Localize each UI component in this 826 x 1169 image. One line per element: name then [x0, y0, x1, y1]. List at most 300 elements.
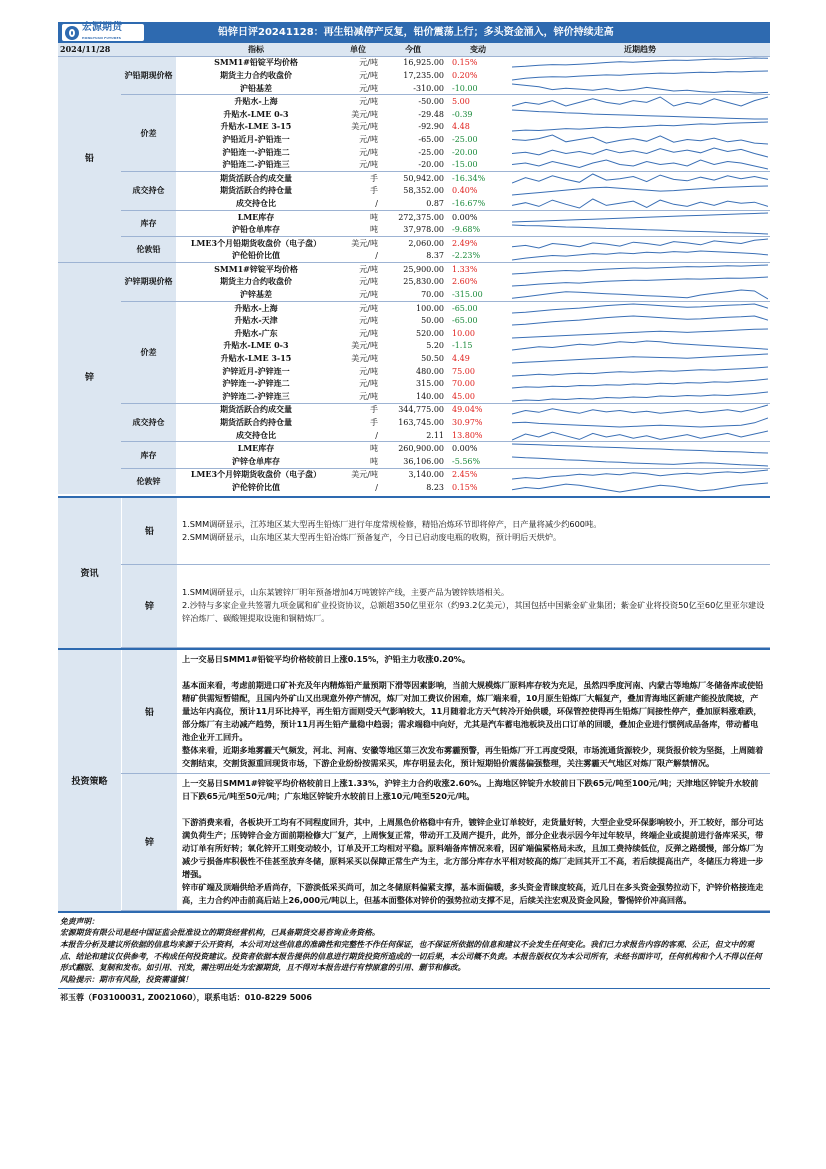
sparkline-line [512, 483, 768, 492]
unit-cell: 美元/吨 [351, 122, 378, 132]
indicator-name: LME3个月铅期货收盘价（电子盘） [176, 236, 336, 249]
change-cell: -15.00 [452, 160, 478, 170]
indicator-name: 升贴水-天津 [234, 315, 278, 326]
unit-cell: / [375, 430, 378, 440]
sparkline-line [512, 379, 768, 388]
trend-sparkline [510, 56, 770, 69]
trend-sparkline [510, 108, 770, 121]
trend-sparkline [510, 210, 770, 223]
indicator-name: 升贴水-上海 [176, 95, 336, 108]
sparkline-line [512, 367, 768, 376]
group-label: 伦敦锌 [121, 468, 176, 494]
change-cell: 2.60% [452, 277, 478, 287]
trend-sparkline [510, 327, 770, 340]
news-line: 1.SMM调研显示，山东某镀锌厂明年预备增加4万吨镀锌产线，主要产品为镀锌铁塔相关。 [182, 587, 510, 598]
trend-sparkline [510, 171, 770, 184]
indicator-name: 升贴水-LME 3-15 [220, 121, 292, 132]
unit-cell: / [375, 198, 378, 208]
strategy-paragraph: 上一交易日SMM1#铅锭平均价格较前日上涨0.15%，沪铅主力收涨0.20%。 [182, 653, 471, 664]
metal-category: 铅 [58, 56, 121, 263]
trend-sparkline [510, 314, 770, 327]
group-label: 库存 [121, 210, 176, 236]
sparkline-svg [512, 303, 768, 314]
change-cell: -25.00 [452, 134, 478, 144]
indicator-name: LME库存 [176, 210, 336, 223]
strategy-paragraph: 锌市矿端及顶端供给矛盾尚存，下游淡低采买尚可，加之冬储原料偏紧支撑，基本面偏暖，多头资金青睐度较高，近几日在多头资金强势拉动下，沪锌价格接连走高，主力合约冲击前高后站上26,000元/吨以上，但基本面整体对锌价的强势拉动支撑不足，后续关注宏观及资金风险，警惕锌价冲高回落。 [182, 881, 764, 905]
strategy-metal-label: 锌 [121, 774, 177, 910]
indicator-name: 升贴水-广东 [234, 327, 278, 338]
sparkline-svg [512, 340, 768, 351]
sparkline-line [512, 444, 768, 453]
indicator-name: 升贴水-LME 0-3 [223, 340, 289, 351]
sparkline-line [512, 122, 768, 131]
value-cell: 315.00 [416, 379, 444, 389]
sparkline-svg [512, 430, 768, 441]
table-row [58, 56, 770, 69]
value-cell: 2,060.00 [380, 236, 446, 249]
unit-cell: 元/吨 [359, 290, 378, 300]
change-cell: -9.68% [452, 225, 481, 235]
company-logo [62, 21, 144, 41]
value-cell: 480.00 [416, 366, 444, 376]
value-cell: 344,775.00 [380, 403, 446, 416]
table-body [58, 56, 770, 494]
report-page [58, 22, 770, 1006]
unit-cell: 元/吨 [359, 379, 378, 389]
unit-cell: 手 [336, 403, 380, 416]
unit-cell: 美元/吨 [336, 468, 380, 481]
trend-sparkline [510, 455, 770, 468]
metal-category: 锌 [58, 263, 121, 494]
indicator-name: 沪伦铅价比值 [232, 250, 280, 261]
trend-sparkline [510, 95, 770, 108]
table-row [58, 171, 770, 184]
news-body [121, 498, 770, 648]
trend-sparkline [510, 146, 770, 159]
change-cell: -65.00 [446, 301, 510, 314]
value-cell: 2.11 [426, 430, 444, 440]
unit-cell: 元/吨 [359, 316, 378, 326]
value-cell: 25,900.00 [380, 263, 446, 276]
indicator-name: 成交持仓比 [236, 197, 276, 208]
sparkline-line [512, 239, 768, 248]
trend-sparkline [510, 263, 770, 276]
unit-cell: / [375, 251, 378, 261]
indicator-name: 沪伦锌价比值 [232, 481, 280, 492]
group-label: 价差 [121, 301, 176, 403]
strategy-section [58, 648, 770, 911]
sparkline-line [512, 392, 768, 401]
change-cell: -315.00 [452, 290, 483, 300]
sparkline-line [512, 304, 768, 313]
sparkline-svg [512, 353, 768, 364]
sparkline-svg [512, 391, 768, 402]
change-cell: 0.00% [446, 442, 510, 455]
change-cell: 49.04% [446, 403, 510, 416]
strategy-text [177, 650, 770, 773]
unit-cell: 元/吨 [359, 70, 378, 80]
trend-sparkline [510, 223, 770, 236]
disclaimer [58, 911, 770, 989]
trend-sparkline [510, 185, 770, 198]
indicator-name: 升贴水-LME 3-15 [220, 353, 292, 364]
header-value: 今值 [380, 43, 446, 56]
header-unit: 单位 [336, 43, 380, 56]
value-cell: -65.00 [418, 134, 444, 144]
unit-cell: 元/吨 [359, 134, 378, 144]
disclaimer-line: 宏源期货有限公司是经中国证监会批准设立的期货经营机构，已具备期货交易咨询业务资格。 [60, 928, 380, 938]
change-cell: 2.45% [446, 468, 510, 481]
indicator-name: 沪锌连一-沪锌连二 [222, 378, 290, 389]
value-cell: -20.00 [418, 160, 444, 170]
header-trend: 近期趋势 [510, 43, 770, 56]
change-cell: -20.00 [452, 147, 478, 157]
indicator-name: 升贴水-LME 0-3 [223, 108, 289, 119]
table-row [58, 210, 770, 223]
table-row [58, 468, 770, 481]
sparkline-svg [512, 378, 768, 389]
sparkline-line [512, 97, 768, 106]
sparkline-svg [512, 315, 768, 326]
unit-cell: 元/吨 [359, 83, 378, 93]
table-row [58, 442, 770, 455]
sparkline-line [512, 84, 768, 93]
change-cell: 0.40% [452, 186, 478, 196]
news-metal-label: 铅 [121, 498, 177, 564]
unit-cell: 美元/吨 [336, 236, 380, 249]
strategy-metal-label: 铅 [121, 650, 177, 773]
sparkline-line [512, 135, 768, 144]
value-cell: 36,106.00 [403, 456, 444, 466]
sparkline-line [512, 199, 768, 208]
table-header [58, 43, 770, 56]
data-table [58, 43, 770, 494]
disclaimer-line: 风险提示：期市有风险，投资需谨慎！ [60, 974, 193, 984]
sparkline-svg [512, 456, 768, 467]
sparkline-svg [512, 159, 768, 170]
unit-cell: / [375, 482, 378, 492]
disclaimer-line: 免责声明： [60, 916, 99, 926]
trend-sparkline [510, 365, 770, 378]
indicator-name: LME库存 [176, 442, 336, 455]
news-label: 资讯 [58, 498, 121, 648]
value-cell: 163,745.00 [398, 418, 444, 428]
change-cell: -0.39 [452, 109, 473, 119]
sparkline-svg [512, 366, 768, 377]
sparkline-svg [512, 185, 768, 196]
sparkline-svg [512, 276, 768, 287]
sparkline-line [512, 316, 768, 325]
change-cell: -5.56% [452, 456, 481, 466]
brand-name: 宏源期货 [82, 21, 122, 33]
strategy-paragraph: 基本面来看，考虑前期进口矿补充及年内精炼铅产量预期下滑等因素影响，当前大规模炼厂原料库存较为充足，虽然四季度河南、内蒙古等地炼厂冬储备库或使铅精矿供需短暂错配，且国内外矿山又出现意外停产情况，炼厂对加工费议价困难，炼厂端来看，10月原生铅炼厂大幅复产，叠加青海地区新建产能投放爬坡，产量达年内高位，预计11月环比持平，再生铅方面则受天气影响较大，11月随着北方天气转冷开始供暖，环保管控使得再生铅炼厂间接性停产，叠加原料涨难跌，部分炼厂有主动减产趋势，预计11月再生铅产量稳中趋弱；需求端稳中向好，尤其是汽车蓄电池板块及出口订单的回暖，叠加企业进行惯例成品备库，带动蓄电池企业开工回升。 [182, 679, 764, 742]
sparkline-line [512, 354, 768, 363]
unit-cell: 手 [370, 186, 378, 196]
unit-cell: 手 [370, 418, 378, 428]
paragraph-gap [182, 666, 765, 679]
indicator-name: SMM1#锌锭平均价格 [176, 263, 336, 276]
sparkline-svg [512, 173, 768, 184]
indicator-name: 期货主力合约收盘价 [220, 276, 292, 287]
sparkline-svg [512, 238, 768, 249]
trend-sparkline [510, 288, 770, 301]
sparkline-line [512, 405, 768, 414]
change-cell: 10.00 [452, 328, 475, 338]
value-cell: 520.00 [416, 328, 444, 338]
change-cell: 0.15% [452, 482, 478, 492]
unit-cell: 元/吨 [359, 160, 378, 170]
change-cell: 0.20% [452, 70, 478, 80]
trend-sparkline [510, 250, 770, 263]
value-cell: 58,352.00 [403, 186, 444, 196]
strategy-row [121, 650, 770, 774]
brand-sub: HONGYUAN FUTURES [82, 35, 122, 40]
trend-sparkline [510, 468, 770, 481]
news-line: 2.沙特与多家企业共签署九项金属和矿业投资协议，总额超350亿里亚尔（约93.2亿美元），其国包括中国紫金矿业集团；紫金矿业将投资50亿至60亿里亚尔建设锌冶炼厂、碳酸锂提取设施和铜精炼厂。 [182, 600, 765, 624]
trend-sparkline [510, 276, 770, 289]
trend-sparkline [510, 340, 770, 353]
unit-cell: 元/吨 [359, 366, 378, 376]
value-cell: 8.37 [426, 251, 444, 261]
sparkline-line [512, 186, 768, 195]
unit-cell: 吨 [370, 225, 378, 235]
change-cell: 5.00 [446, 95, 510, 108]
news-section [58, 496, 770, 648]
indicator-name: 沪铅连二-沪铅连三 [222, 159, 290, 170]
indicator-name: 期货主力合约收盘价 [220, 69, 292, 80]
indicator-name: SMM1#铅锭平均价格 [176, 56, 336, 69]
trend-sparkline [510, 301, 770, 314]
sparkline-line [512, 265, 768, 274]
report-header [58, 22, 770, 43]
trend-sparkline [510, 390, 770, 403]
change-cell: 75.00 [452, 366, 475, 376]
change-cell: -2.23% [452, 251, 481, 261]
trend-sparkline [510, 442, 770, 455]
sparkline-svg [512, 212, 768, 223]
indicator-name: 成交持仓比 [236, 429, 276, 440]
sparkline-line [512, 213, 768, 222]
sparkline-svg [512, 417, 768, 428]
value-cell: 50,942.00 [380, 171, 446, 184]
indicator-name: 期货活跃合约持仓量 [220, 185, 292, 196]
unit-cell: 元/吨 [336, 56, 380, 69]
unit-cell: 元/吨 [359, 328, 378, 338]
indicator-name: 沪铅连一-沪铅连二 [222, 146, 290, 157]
unit-cell: 美元/吨 [351, 354, 378, 364]
trend-sparkline [510, 416, 770, 429]
table-row [58, 301, 770, 314]
indicator-name: 升贴水-上海 [176, 301, 336, 314]
news-text [177, 498, 770, 564]
change-cell: 2.49% [446, 236, 510, 249]
indicator-name: 期货活跃合约成交量 [176, 403, 336, 416]
sparkline-line [512, 110, 768, 119]
sparkline-line [512, 277, 768, 286]
sparkline-svg [512, 328, 768, 339]
trend-sparkline [510, 158, 770, 171]
sparkline-svg [512, 121, 768, 132]
value-cell: 16,925.00 [380, 56, 446, 69]
unit-cell: 元/吨 [359, 391, 378, 401]
value-cell: -50.00 [380, 95, 446, 108]
trend-sparkline [510, 133, 770, 146]
sparkline-line [512, 470, 768, 479]
group-label: 价差 [121, 95, 176, 172]
table-row [58, 236, 770, 249]
paragraph-gap [182, 803, 765, 816]
unit-cell: 吨 [336, 442, 380, 455]
sparkline-svg [512, 443, 768, 454]
value-cell: 25,830.00 [403, 277, 444, 287]
sparkline-svg [512, 469, 768, 480]
sparkline-svg [512, 404, 768, 415]
sparkline-line [512, 251, 768, 260]
sparkline-line [512, 225, 768, 234]
unit-cell: 美元/吨 [351, 341, 378, 351]
strategy-paragraph: 上一交易日SMM1#锌锭平均价格较前日上涨1.33%，沪锌主力合约收涨2.60%。上海地区锌锭升水较前日下跌65元/吨至100元/吨；天津地区锌锭升水较前日下跌65元/吨至50元/吨；广东地区锌锭升水较前日上涨10元/吨至520元/吨。 [182, 777, 759, 801]
change-cell: 30.97% [452, 418, 483, 428]
change-cell: 70.00 [452, 379, 475, 389]
sparkline-svg [512, 147, 768, 158]
change-cell: 0.00% [446, 210, 510, 223]
change-cell: 4.48 [452, 122, 470, 132]
sparkline-svg [512, 96, 768, 107]
trend-sparkline [510, 403, 770, 416]
trend-sparkline [510, 377, 770, 390]
value-cell: 260,900.00 [380, 442, 446, 455]
sparkline-svg [512, 57, 768, 68]
header-indicator: 指标 [176, 43, 336, 56]
change-cell: 45.00 [452, 391, 475, 401]
group-label: 沪锌期现价格 [121, 263, 176, 302]
author-line: 祁玉蓉（F03100031, Z0021060），联系电话：010-8229 5006 [58, 988, 770, 1006]
unit-cell: 元/吨 [336, 95, 380, 108]
indicator-name: 沪锌基差 [240, 289, 272, 300]
group-label: 库存 [121, 442, 176, 468]
unit-cell: 吨 [370, 456, 378, 466]
value-cell: 0.87 [426, 198, 444, 208]
sparkline-svg [512, 134, 768, 145]
trend-sparkline [510, 481, 770, 494]
trend-sparkline [510, 236, 770, 249]
change-cell: -16.67% [452, 198, 486, 208]
value-cell: 17,235.00 [403, 70, 444, 80]
change-cell: 0.15% [446, 56, 510, 69]
strategy-text [177, 774, 770, 910]
unit-cell: 元/吨 [359, 277, 378, 287]
sparkline-line [512, 160, 768, 169]
sparkline-line [512, 71, 768, 80]
sparkline-svg [512, 109, 768, 120]
change-cell: -16.34% [446, 171, 510, 184]
sparkline-svg [512, 264, 768, 275]
disclaimer-line: 本报告分析及建议所依据的信息均来源于公开资料，本公司对这些信息的准确性和完整性不作任何保证，也不保证所依据的信息和建议不会发生任何变化。我们已力求报告内容的客观、公正，但文中的观点、结论和建议仅供参考，不构成任何投资建议。投资者依据本报告提供的信息进行期货投资所造成的一切后果，本公司概不负责。本报告版权仅为本公司所有，未经书面许可，任何机构和个人不得以任何形式翻版、复制和发布。如引用、刊发，需注明出处为宏源期货，且不得对本报告进行有悖原意的引用、删节和修改。 [60, 939, 762, 973]
news-text [177, 565, 770, 647]
value-cell: 8.23 [426, 482, 444, 492]
sparkline-svg [512, 198, 768, 209]
indicator-name: 沪铅基差 [240, 82, 272, 93]
sparkline-svg [512, 482, 768, 493]
value-cell: 5.20 [426, 341, 444, 351]
change-cell: 13.80% [452, 430, 483, 440]
group-label: 成交持仓 [121, 171, 176, 210]
unit-cell: 元/吨 [359, 147, 378, 157]
trend-sparkline [510, 429, 770, 442]
strategy-body [121, 650, 770, 911]
trend-sparkline [510, 121, 770, 134]
change-cell: 1.33% [446, 263, 510, 276]
group-label: 成交持仓 [121, 403, 176, 442]
value-cell: -29.48 [418, 109, 444, 119]
indicator-name: 沪锌连二-沪锌连三 [222, 390, 290, 401]
trend-sparkline [510, 82, 770, 95]
change-cell: -65.00 [452, 316, 478, 326]
value-cell: 140.00 [416, 391, 444, 401]
change-cell: -10.00 [452, 83, 478, 93]
value-cell: 70.00 [421, 290, 444, 300]
change-cell: -1.15 [452, 341, 473, 351]
sparkline-svg [512, 289, 768, 300]
value-cell: 3,140.00 [380, 468, 446, 481]
indicator-name: 沪铅近月-沪铅连一 [222, 133, 290, 144]
sparkline-line [512, 174, 768, 183]
indicator-name: LME3个月锌期货收盘价（电子盘） [176, 468, 336, 481]
unit-cell: 吨 [336, 210, 380, 223]
value-cell: 50.50 [421, 354, 444, 364]
trend-sparkline [510, 352, 770, 365]
sparkline-svg [512, 250, 768, 261]
sparkline-line [512, 148, 768, 157]
strategy-row [121, 774, 770, 911]
news-line: 1.SMM调研显示，江苏地区某大型再生铅炼厂进行年度常规检修，精铅冶炼环节即将停产，日产量将减少约600吨。 [182, 518, 602, 529]
sparkline-svg [512, 224, 768, 235]
sparkline-line [512, 431, 768, 440]
strategy-label: 投资策略 [58, 650, 121, 911]
indicator-name: 沪铅仓单库存 [232, 224, 280, 235]
indicator-name: 沪锌仓单库存 [232, 455, 280, 466]
value-cell: 272,375.00 [380, 210, 446, 223]
table-row [58, 263, 770, 276]
unit-cell: 元/吨 [336, 301, 380, 314]
table-row [58, 95, 770, 108]
value-cell: -25.00 [418, 147, 444, 157]
sparkline-line [512, 329, 768, 338]
indicator-name: 沪锌近月-沪锌连一 [222, 365, 290, 376]
sparkline-line [512, 457, 768, 466]
sparkline-svg [512, 70, 768, 81]
group-label: 沪铅期现价格 [121, 56, 176, 95]
indicator-name: 期货活跃合约持仓量 [220, 417, 292, 428]
sparkline-line [512, 58, 768, 67]
report-title: 铅锌日评20241128：再生铅减停产反复，铅价震荡上行；多头资金涌入，锌价持续走高 [218, 27, 614, 38]
unit-cell: 美元/吨 [351, 109, 378, 119]
value-cell: 100.00 [380, 301, 446, 314]
news-row [121, 565, 770, 648]
value-cell: 37,978.00 [403, 225, 444, 235]
news-line: 2.SMM调研显示，山东地区某大型再生铅冶炼厂预备复产，今日已启动废电瓶的收购，预计明后天烘炉。 [182, 531, 562, 542]
change-cell: 4.49 [452, 354, 470, 364]
sparkline-line [512, 290, 768, 299]
value-cell: -310.00 [413, 83, 444, 93]
group-label: 伦敦铅 [121, 236, 176, 262]
trend-sparkline [510, 197, 770, 210]
unit-cell: 元/吨 [336, 263, 380, 276]
value-cell: 50.00 [421, 316, 444, 326]
report-date: 2024/11/28 [58, 43, 176, 56]
sparkline-svg [512, 83, 768, 94]
header-change: 变动 [446, 43, 510, 56]
